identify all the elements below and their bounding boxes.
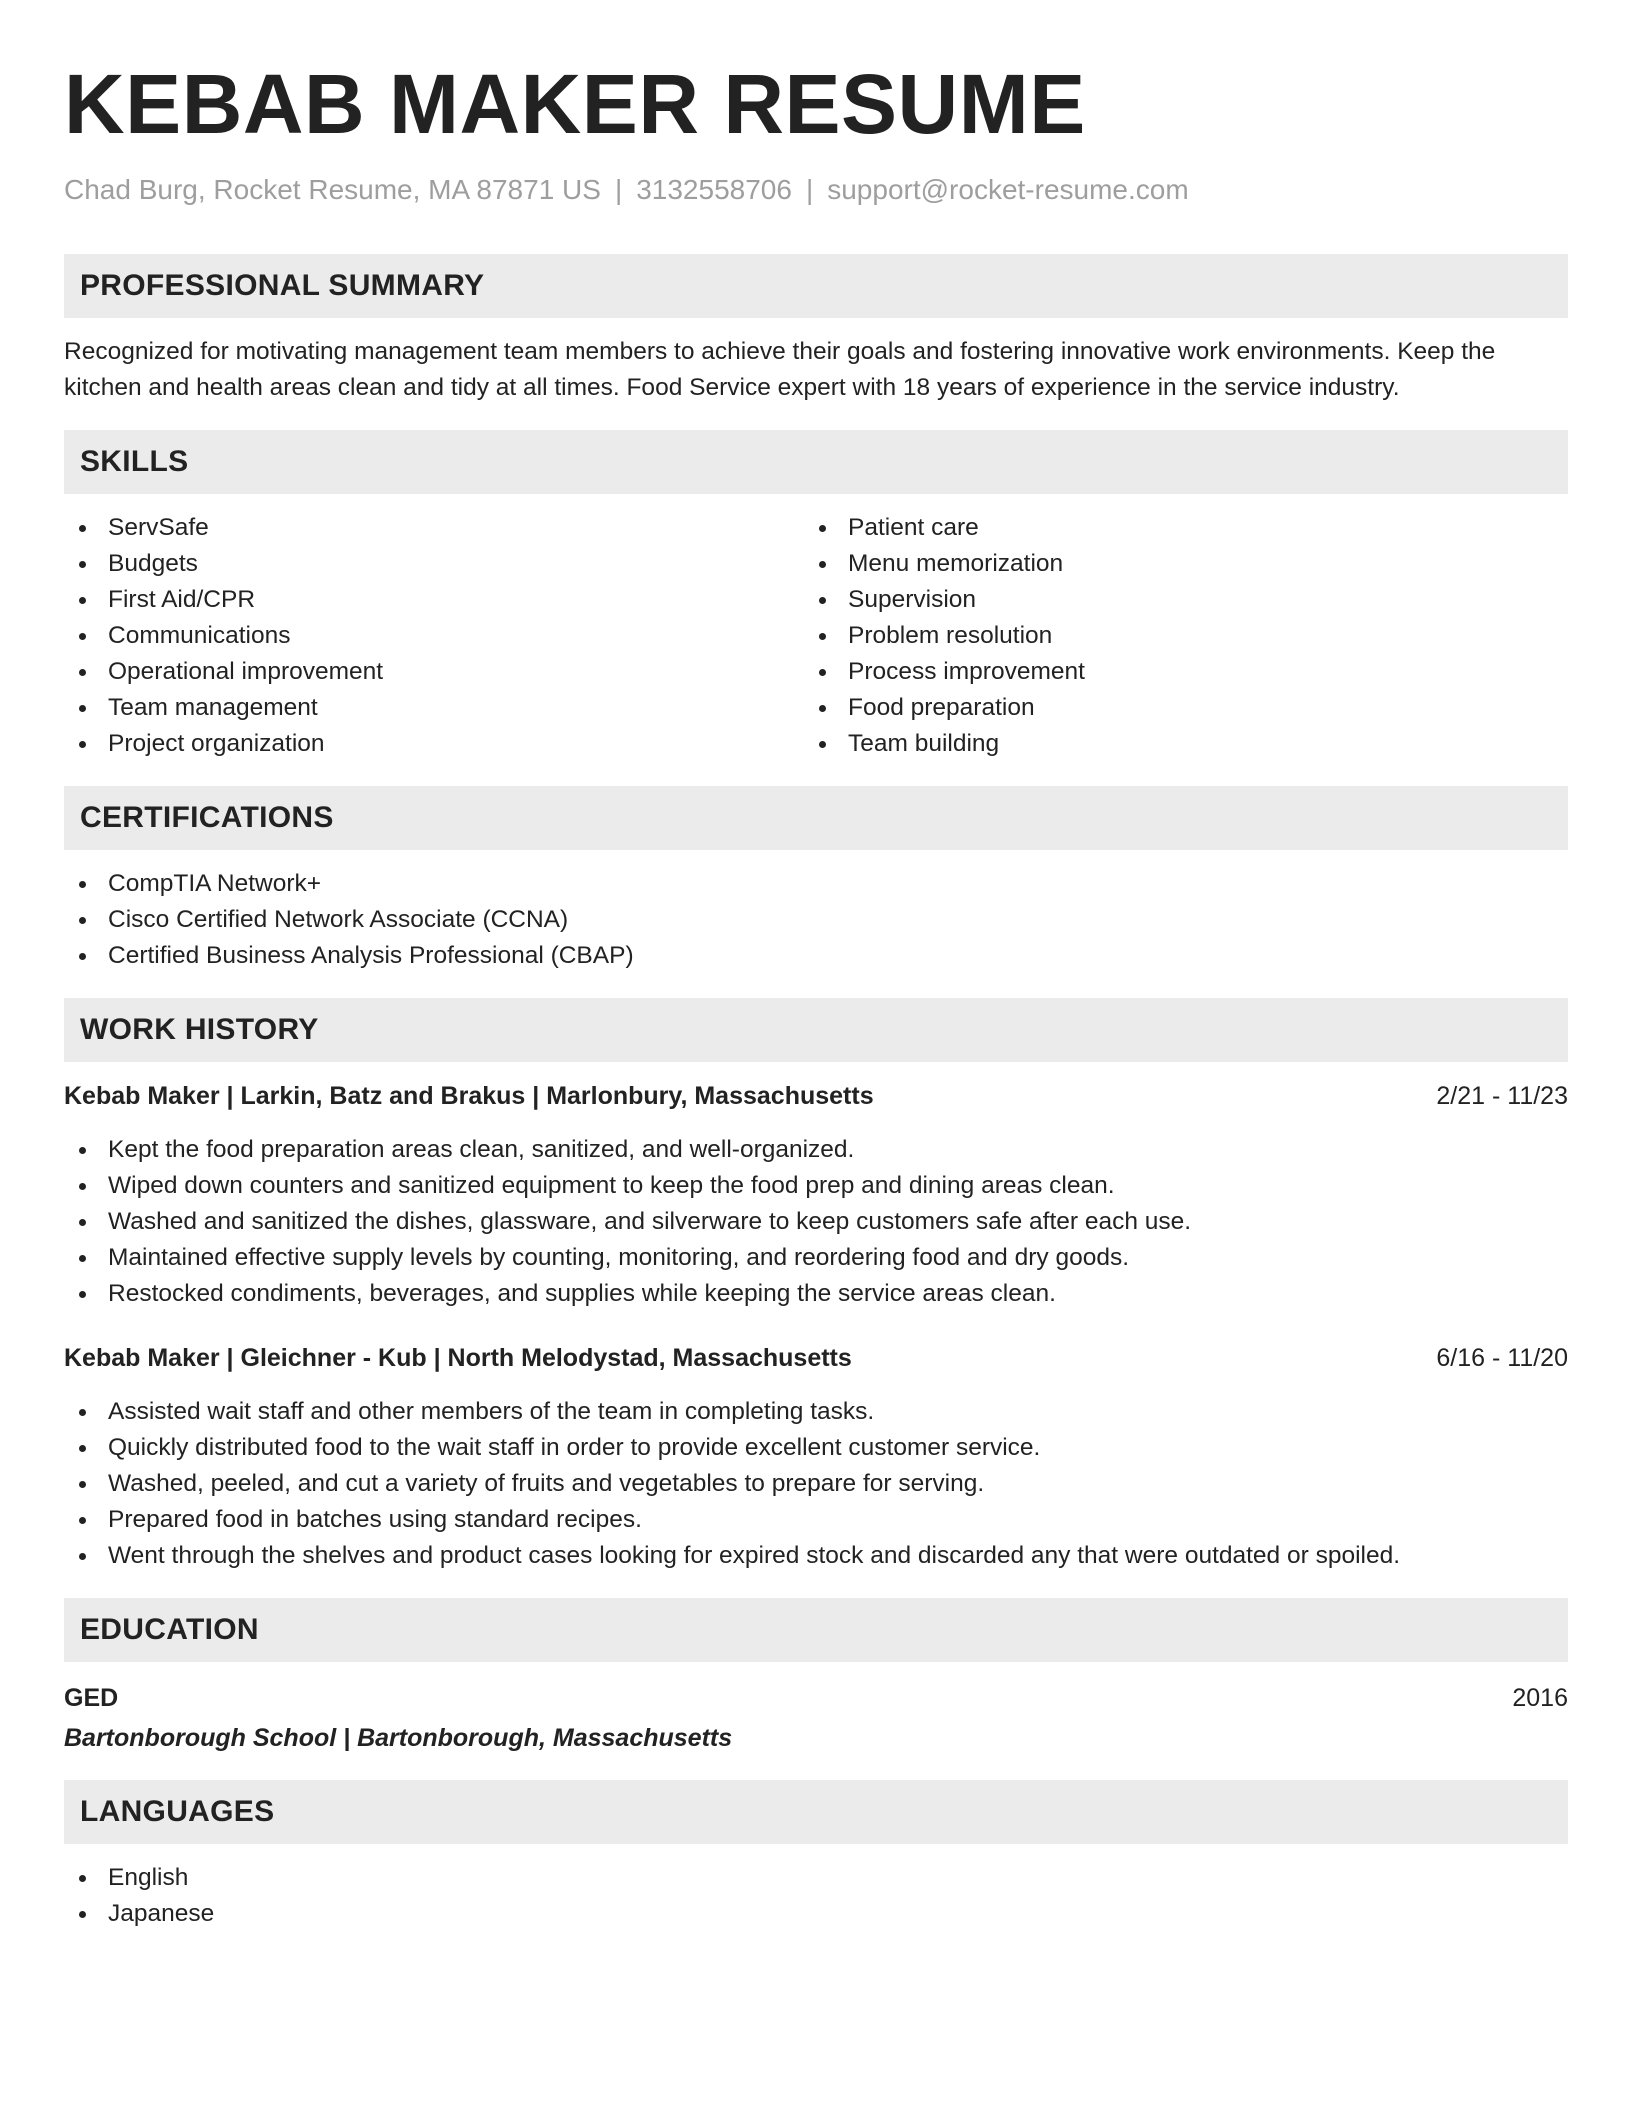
contact-separator: | (805, 174, 814, 205)
skill-item: First Aid/CPR (64, 582, 804, 618)
skill-item: Food preparation (804, 690, 1544, 726)
job-bullets (64, 1132, 1568, 1312)
languages-list (64, 1860, 1568, 1932)
skill-item: Supervision (804, 582, 1544, 618)
job-bullet: Went through the shelves and product cases looking for expired stock and discarded any that were outdated or spoiled. (64, 1538, 1568, 1574)
education-year: 2016 (1512, 1684, 1568, 1712)
education-header (64, 1680, 1568, 1716)
resume-title: KEBAB MAKER RESUME (64, 57, 1086, 151)
skill-item: Project organization (64, 726, 804, 762)
contact-line (64, 172, 1568, 208)
job-header (64, 1078, 1568, 1114)
job-bullet: Quickly distributed food to the wait staff in order to provide excellent customer service. (64, 1430, 1568, 1466)
certification-item: CompTIA Network+ (64, 866, 1568, 902)
education-degree: GED (64, 1684, 119, 1712)
skill-item: Menu memorization (804, 546, 1544, 582)
skill-item: ServSafe (64, 510, 804, 546)
job-bullet: Washed, peeled, and cut a variety of fruits and vegetables to prepare for serving. (64, 1466, 1568, 1502)
education-entry (64, 1680, 1568, 1756)
certification-item: Certified Business Analysis Professional (CBAP) (64, 938, 1568, 974)
contact-email: support@rocket-resume.com (827, 174, 1189, 205)
job-bullet: Wiped down counters and sanitized equipment to keep the food prep and dining areas clean. (64, 1168, 1568, 1204)
job-bullet: Assisted wait staff and other members of the team in completing tasks. (64, 1394, 1568, 1430)
job-bullet: Washed and sanitized the dishes, glassware, and silverware to keep customers safe after each use. (64, 1204, 1568, 1240)
section-header-work-history: WORK HISTORY (64, 998, 1568, 1062)
contact-separator: | (614, 174, 623, 205)
skills-list-right (804, 510, 1544, 762)
job-header (64, 1340, 1568, 1376)
education-school: Bartonborough School | Bartonborough, Massachusetts (64, 1724, 733, 1752)
job-dates: 2/21 - 11/23 (1436, 1082, 1568, 1110)
skill-item: Problem resolution (804, 618, 1544, 654)
skills-grid (64, 510, 1568, 762)
skill-item: Team building (804, 726, 1544, 762)
job-bullet: Restocked condiments, beverages, and supplies while keeping the service areas clean. (64, 1276, 1568, 1312)
skill-item: Budgets (64, 546, 804, 582)
job-bullet: Prepared food in batches using standard recipes. (64, 1502, 1568, 1538)
job-bullets (64, 1394, 1568, 1574)
contact-phone: 3132558706 (636, 174, 792, 205)
skill-item: Operational improvement (64, 654, 804, 690)
job-entry (64, 1340, 1568, 1574)
job-bullet: Kept the food preparation areas clean, sanitized, and well-organized. (64, 1132, 1568, 1168)
language-item: English (64, 1860, 1568, 1896)
job-title: Kebab Maker | Larkin, Batz and Brakus | Marlonbury, Massachusetts (64, 1082, 874, 1110)
section-header-education: EDUCATION (64, 1598, 1568, 1662)
job-entry (64, 1078, 1568, 1312)
skills-list-left (64, 510, 804, 762)
language-item: Japanese (64, 1896, 1568, 1932)
skill-item: Team management (64, 690, 804, 726)
summary-text: Recognized for motivating management team members to achieve their goals and fostering innovative work environments. Keep the kitchen and health areas clean and tidy at all times. Food Service expert with 18 years of experience in the service industry. (64, 338, 1496, 401)
contact-address: Chad Burg, Rocket Resume, MA 87871 US (64, 174, 601, 205)
section-header-summary: PROFESSIONAL SUMMARY (64, 254, 1568, 318)
skill-item: Process improvement (804, 654, 1544, 690)
job-bullet: Maintained effective supply levels by counting, monitoring, and reordering food and dry goods. (64, 1240, 1568, 1276)
section-header-certifications: CERTIFICATIONS (64, 786, 1568, 850)
section-header-languages: LANGUAGES (64, 1780, 1568, 1844)
section-header-skills: SKILLS (64, 430, 1568, 494)
job-title: Kebab Maker | Gleichner - Kub | North Melodystad, Massachusetts (64, 1344, 852, 1372)
job-dates: 6/16 - 11/20 (1436, 1344, 1568, 1372)
skill-item: Communications (64, 618, 804, 654)
skill-item: Patient care (804, 510, 1544, 546)
certification-item: Cisco Certified Network Associate (CCNA) (64, 902, 1568, 938)
certifications-list (64, 866, 1568, 974)
